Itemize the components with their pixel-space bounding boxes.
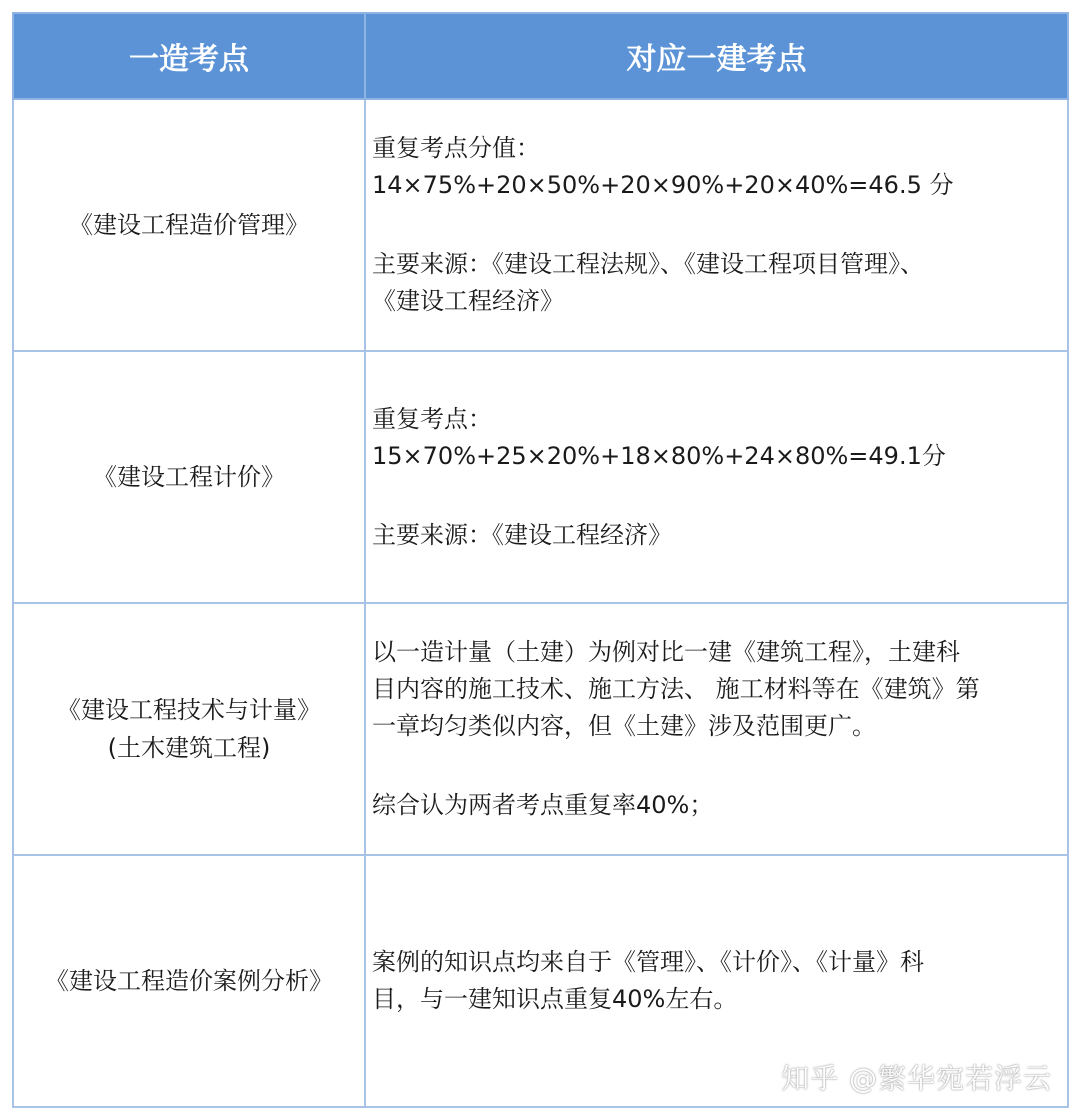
detail-line: 案例的知识点均来自于《管理》、《计价》、《计量》科 [372,948,924,976]
subject-line: 《建设工程计价》 [93,463,285,491]
subject-line: 《建设工程技术与计量》 [57,696,321,724]
subject-line: 《建设工程造价案例分析》 [45,967,333,995]
detail-line: 主要来源：《建设工程经济》 [372,520,672,549]
detail-line: 重复考点分值： [372,134,540,162]
header-row [13,13,1068,99]
subject-cell [13,351,365,603]
detail-line: 14×75%+20×50%+20×90%+20×40%=46.5 分 [372,171,954,199]
table-row [13,99,1068,351]
detail-line: 以一造计量（土建）为例对比一建《建筑工程》，土建科 [372,638,960,666]
detail-line: 重复考点： [372,404,492,433]
subject-cell [13,99,365,351]
detail-line: 15×70%+25×20%+18×80%+24×80%=49.1分 [372,441,946,470]
header-col2: 对应一建考点 [365,13,1068,99]
subject-line: (土木建筑工程) [107,734,271,762]
subject-cell [13,855,365,1107]
table-row [13,351,1068,603]
watermark: 知乎 @繁华宛若浮云 [781,1062,1052,1095]
detail-line: 主要来源：《建设工程法规》、《建设工程项目管理》、 [372,250,924,278]
detail-line: 综合认为两者考点重复率40%； [372,791,714,819]
detail-cell [365,351,1068,603]
subject-line: 《建设工程造价管理》 [69,211,309,239]
subject-cell [13,603,365,855]
detail-line: 一章均匀类似内容，但《土建》涉及范围更广。 [372,712,876,740]
detail-line: 《建设工程经济》 [372,287,564,315]
detail-line: 目内容的施工技术、施工方法、 施工材料等在《建筑》第 [372,675,980,703]
detail-line: 目，与一建知识点重复40%左右。 [372,985,738,1013]
detail-cell [365,603,1068,855]
comparison-table [12,12,1069,1108]
header-col1: 一造考点 [13,13,365,99]
detail-cell [365,99,1068,351]
table-row [13,603,1068,855]
